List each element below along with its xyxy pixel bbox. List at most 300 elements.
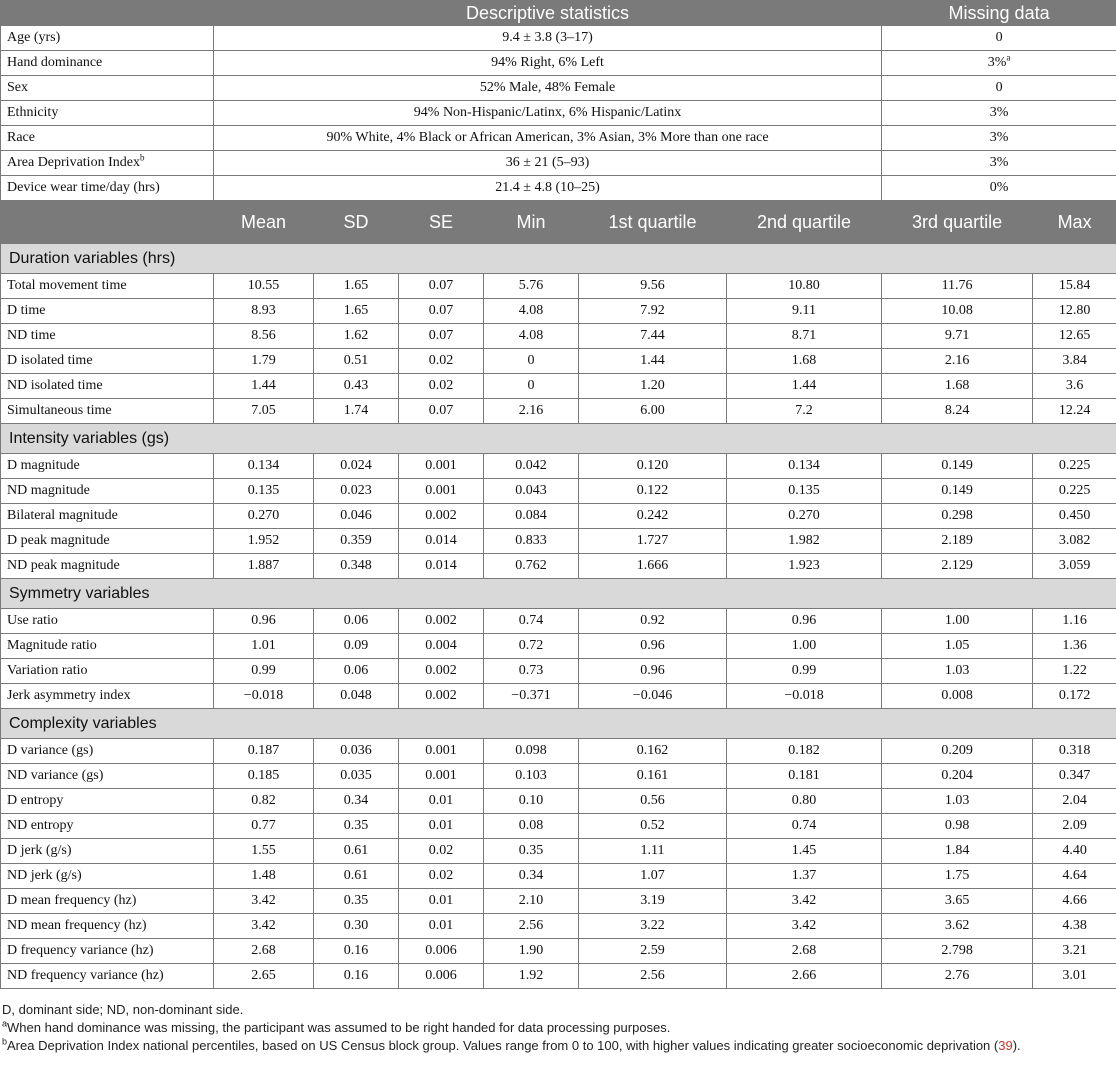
table-cell: 0.209 bbox=[882, 739, 1033, 764]
table-cell: 12.65 bbox=[1033, 324, 1116, 349]
row-label: ND variance (gs) bbox=[1, 764, 214, 789]
demographic-label bbox=[1, 76, 214, 101]
row-label: D time bbox=[1, 299, 214, 324]
demographic-value: 9.4 ± 3.8 (3–17) bbox=[214, 26, 882, 51]
table-cell: 0.135 bbox=[727, 479, 882, 504]
table-cell: 0.07 bbox=[399, 324, 484, 349]
demographic-label-text: Race bbox=[7, 130, 35, 145]
missing-value: 0 bbox=[995, 30, 1003, 45]
table-cell: 3.84 bbox=[1033, 349, 1116, 374]
descriptive-statistics-header: Descriptive statistics bbox=[214, 1, 882, 26]
row-label: Total movement time bbox=[1, 274, 214, 299]
footnote-a-text: When hand dominance was missing, the participant was assumed to be right handed for data processing purposes. bbox=[7, 1020, 671, 1035]
table-cell: −0.018 bbox=[214, 684, 314, 709]
table-cell: 0.01 bbox=[399, 889, 484, 914]
table-cell: 0.51 bbox=[314, 349, 399, 374]
table-cell: 1.727 bbox=[579, 529, 727, 554]
table-cell: 0.34 bbox=[484, 864, 579, 889]
demographic-label bbox=[1, 51, 214, 76]
row-label: D variance (gs) bbox=[1, 739, 214, 764]
demographic-row bbox=[1, 126, 1116, 151]
demographic-missing bbox=[882, 76, 1116, 101]
table-cell: 1.44 bbox=[727, 374, 882, 399]
table-cell: 7.2 bbox=[727, 399, 882, 424]
footnote-b-text: Area Deprivation Index national percentiles, based on US Census block group. Values range from 0 to 100, with higher values indicating greater socioeconomic deprivation ( bbox=[7, 1038, 999, 1053]
table-cell: 10.08 bbox=[882, 299, 1033, 324]
table-cell: 0.225 bbox=[1033, 479, 1116, 504]
column-header bbox=[1, 201, 214, 244]
abbreviation-note: D, dominant side; ND, non-dominant side. bbox=[2, 1002, 244, 1017]
missing-value: 3% bbox=[989, 155, 1009, 170]
table-cell: 2.09 bbox=[1033, 814, 1116, 839]
demographic-value: 36 ± 21 (5–93) bbox=[214, 151, 882, 176]
table-cell: 0.35 bbox=[314, 889, 399, 914]
table-cell: 9.71 bbox=[882, 324, 1033, 349]
demographic-label bbox=[1, 101, 214, 126]
table-row bbox=[1, 274, 1116, 299]
table-cell: 1.20 bbox=[579, 374, 727, 399]
table-cell: 0.008 bbox=[882, 684, 1033, 709]
row-label: ND jerk (g/s) bbox=[1, 864, 214, 889]
table-cell: 8.24 bbox=[882, 399, 1033, 424]
demographic-row bbox=[1, 176, 1116, 201]
row-label: ND magnitude bbox=[1, 479, 214, 504]
table-cell: 12.24 bbox=[1033, 399, 1116, 424]
missing-value: 3% bbox=[989, 130, 1009, 145]
row-label: Variation ratio bbox=[1, 659, 214, 684]
table-cell: 8.71 bbox=[727, 324, 882, 349]
table-cell: 0.006 bbox=[399, 939, 484, 964]
table-cell: 0.10 bbox=[484, 789, 579, 814]
table-cell: 0.35 bbox=[314, 814, 399, 839]
table-row bbox=[1, 839, 1116, 864]
missing-value: 3% bbox=[989, 105, 1009, 120]
table-cell: 0.318 bbox=[1033, 739, 1116, 764]
table-cell: 0.359 bbox=[314, 529, 399, 554]
table-cell: 0.035 bbox=[314, 764, 399, 789]
table-cell: 0.149 bbox=[882, 454, 1033, 479]
table-cell: 1.75 bbox=[882, 864, 1033, 889]
row-label: D mean frequency (hz) bbox=[1, 889, 214, 914]
table-cell: 0.023 bbox=[314, 479, 399, 504]
demographic-missing bbox=[882, 51, 1116, 76]
table-cell: 0.122 bbox=[579, 479, 727, 504]
demographic-label-text: Age (yrs) bbox=[7, 30, 61, 45]
row-label: Use ratio bbox=[1, 609, 214, 634]
table-cell: 11.76 bbox=[882, 274, 1033, 299]
table-cell: 0.084 bbox=[484, 504, 579, 529]
table-cell: 2.76 bbox=[882, 964, 1033, 989]
missing-data-header: Missing data bbox=[882, 1, 1116, 26]
table-cell: 4.38 bbox=[1033, 914, 1116, 939]
table-cell: 0.024 bbox=[314, 454, 399, 479]
table-cell: 15.84 bbox=[1033, 274, 1116, 299]
table-cell: 0.34 bbox=[314, 789, 399, 814]
table-cell: 2.129 bbox=[882, 554, 1033, 579]
table-cell: 0.96 bbox=[727, 609, 882, 634]
table-row bbox=[1, 659, 1116, 684]
table-cell: 12.80 bbox=[1033, 299, 1116, 324]
table-cell: 2.798 bbox=[882, 939, 1033, 964]
table-cell: 9.11 bbox=[727, 299, 882, 324]
top-header-blank bbox=[1, 1, 214, 26]
table-cell: 0.098 bbox=[484, 739, 579, 764]
table-cell: 3.42 bbox=[727, 914, 882, 939]
column-header: 1st quartile bbox=[579, 201, 727, 244]
table-cell: 3.19 bbox=[579, 889, 727, 914]
section-header-row bbox=[1, 579, 1116, 609]
table-cell: 0.08 bbox=[484, 814, 579, 839]
table-cell: 0.07 bbox=[399, 399, 484, 424]
table-cell: 0.06 bbox=[314, 609, 399, 634]
table-cell: 0.61 bbox=[314, 839, 399, 864]
section-title: Symmetry variables bbox=[1, 579, 1116, 609]
table-cell: 0.450 bbox=[1033, 504, 1116, 529]
table-cell: 0.134 bbox=[727, 454, 882, 479]
table-cell: 0.046 bbox=[314, 504, 399, 529]
table-cell: 0.99 bbox=[214, 659, 314, 684]
table-cell: 0.298 bbox=[882, 504, 1033, 529]
table-cell: 1.55 bbox=[214, 839, 314, 864]
table-cell: 0.014 bbox=[399, 554, 484, 579]
footnote-a bbox=[2, 1019, 1116, 1037]
demographic-label-text: Ethnicity bbox=[7, 105, 59, 120]
table-cell: 1.00 bbox=[882, 609, 1033, 634]
demographic-row bbox=[1, 26, 1116, 51]
table-cell: 0.92 bbox=[579, 609, 727, 634]
table-cell: 1.92 bbox=[484, 964, 579, 989]
row-label: Magnitude ratio bbox=[1, 634, 214, 659]
section-title: Complexity variables bbox=[1, 709, 1116, 739]
table-cell: 1.36 bbox=[1033, 634, 1116, 659]
demographic-missing bbox=[882, 151, 1116, 176]
table-cell: −0.046 bbox=[579, 684, 727, 709]
table-cell: 0.762 bbox=[484, 554, 579, 579]
table-cell: 1.05 bbox=[882, 634, 1033, 659]
table-cell: 0.004 bbox=[399, 634, 484, 659]
table-cell: 0.001 bbox=[399, 479, 484, 504]
missing-value: 3% bbox=[987, 55, 1007, 70]
table-cell: 2.59 bbox=[579, 939, 727, 964]
table-cell: 0.02 bbox=[399, 864, 484, 889]
table-cell: 0.048 bbox=[314, 684, 399, 709]
column-header: 2nd quartile bbox=[727, 201, 882, 244]
table-cell: 4.64 bbox=[1033, 864, 1116, 889]
table-cell: 0.036 bbox=[314, 739, 399, 764]
demographic-label-text: Device wear time/day (hrs) bbox=[7, 180, 160, 195]
section-header-row bbox=[1, 424, 1116, 454]
row-label: D peak magnitude bbox=[1, 529, 214, 554]
table-cell: 3.01 bbox=[1033, 964, 1116, 989]
row-label: D entropy bbox=[1, 789, 214, 814]
row-label: ND peak magnitude bbox=[1, 554, 214, 579]
table-body bbox=[1, 1, 1116, 989]
table-cell: 1.03 bbox=[882, 659, 1033, 684]
table-cell: 0.02 bbox=[399, 374, 484, 399]
table-row bbox=[1, 864, 1116, 889]
table-cell: 4.40 bbox=[1033, 839, 1116, 864]
table-cell: 0.74 bbox=[727, 814, 882, 839]
table-cell: 0.73 bbox=[484, 659, 579, 684]
table-cell: 0.270 bbox=[727, 504, 882, 529]
table-cell: 3.6 bbox=[1033, 374, 1116, 399]
table-cell: 0.001 bbox=[399, 764, 484, 789]
table-cell: 7.05 bbox=[214, 399, 314, 424]
table-row bbox=[1, 479, 1116, 504]
table-cell: 1.11 bbox=[579, 839, 727, 864]
table-cell: 0.77 bbox=[214, 814, 314, 839]
table-cell: 0.01 bbox=[399, 914, 484, 939]
section-header-row bbox=[1, 709, 1116, 739]
table-cell: 0.270 bbox=[214, 504, 314, 529]
demographic-label bbox=[1, 26, 214, 51]
table-cell: 0.042 bbox=[484, 454, 579, 479]
table-cell: 0.001 bbox=[399, 739, 484, 764]
table-row bbox=[1, 814, 1116, 839]
citation-link[interactable]: 39 bbox=[998, 1038, 1013, 1053]
table-cell: 1.16 bbox=[1033, 609, 1116, 634]
table-cell: 1.887 bbox=[214, 554, 314, 579]
table-cell: 0.96 bbox=[579, 659, 727, 684]
table-cell: 0.135 bbox=[214, 479, 314, 504]
table-row bbox=[1, 789, 1116, 814]
section-header-row bbox=[1, 244, 1116, 274]
table-cell: 0 bbox=[484, 374, 579, 399]
table-cell: 0.242 bbox=[579, 504, 727, 529]
column-header: 3rd quartile bbox=[882, 201, 1033, 244]
demographic-value: 94% Non-Hispanic/Latinx, 6% Hispanic/Latinx bbox=[214, 101, 882, 126]
table-cell: −0.371 bbox=[484, 684, 579, 709]
table-cell: 1.48 bbox=[214, 864, 314, 889]
footnote-b-end: ). bbox=[1012, 1038, 1021, 1053]
table-cell: −0.018 bbox=[727, 684, 882, 709]
missing-value: 0% bbox=[989, 180, 1009, 195]
table-cell: 0.43 bbox=[314, 374, 399, 399]
table-cell: 3.21 bbox=[1033, 939, 1116, 964]
table-cell: 1.68 bbox=[882, 374, 1033, 399]
section-title: Intensity variables (gs) bbox=[1, 424, 1116, 454]
table-cell: 2.68 bbox=[727, 939, 882, 964]
table-cell: 0.001 bbox=[399, 454, 484, 479]
table-cell: 1.65 bbox=[314, 299, 399, 324]
table-cell: 3.059 bbox=[1033, 554, 1116, 579]
table-cell: 0.002 bbox=[399, 609, 484, 634]
table-cell: 0.348 bbox=[314, 554, 399, 579]
table-row bbox=[1, 374, 1116, 399]
table-cell: 1.65 bbox=[314, 274, 399, 299]
table-cell: 0.120 bbox=[579, 454, 727, 479]
table-cell: 2.56 bbox=[484, 914, 579, 939]
table-cell: 2.65 bbox=[214, 964, 314, 989]
top-header-row bbox=[1, 1, 1116, 26]
table-row bbox=[1, 529, 1116, 554]
table-row bbox=[1, 939, 1116, 964]
column-header: Min bbox=[484, 201, 579, 244]
table-cell: 0.99 bbox=[727, 659, 882, 684]
footnote-marker: b bbox=[139, 152, 145, 163]
table-cell: 0.80 bbox=[727, 789, 882, 814]
table-row bbox=[1, 914, 1116, 939]
demographic-row bbox=[1, 151, 1116, 176]
table-cell: 2.56 bbox=[579, 964, 727, 989]
table-cell: 10.55 bbox=[214, 274, 314, 299]
table-row bbox=[1, 764, 1116, 789]
table-cell: 0.96 bbox=[579, 634, 727, 659]
row-label: D jerk (g/s) bbox=[1, 839, 214, 864]
table-cell: 1.74 bbox=[314, 399, 399, 424]
table-cell: 0.002 bbox=[399, 659, 484, 684]
demographic-label bbox=[1, 126, 214, 151]
table-row bbox=[1, 399, 1116, 424]
table-cell: 7.44 bbox=[579, 324, 727, 349]
footnote-a-marker: a bbox=[2, 1018, 8, 1029]
demographic-row bbox=[1, 101, 1116, 126]
footnote-b bbox=[2, 1037, 1116, 1055]
table-cell: 0.002 bbox=[399, 504, 484, 529]
table-cell: 1.923 bbox=[727, 554, 882, 579]
table-cell: 3.62 bbox=[882, 914, 1033, 939]
table-row bbox=[1, 634, 1116, 659]
table-row bbox=[1, 504, 1116, 529]
table-cell: 0.014 bbox=[399, 529, 484, 554]
table-cell: 0.56 bbox=[579, 789, 727, 814]
demographic-value: 21.4 ± 4.8 (10–25) bbox=[214, 176, 882, 201]
table-cell: 0.043 bbox=[484, 479, 579, 504]
table-row bbox=[1, 889, 1116, 914]
footnote-marker: a bbox=[1006, 52, 1011, 63]
row-label: Bilateral magnitude bbox=[1, 504, 214, 529]
column-header: Max bbox=[1033, 201, 1116, 244]
table-cell: 2.16 bbox=[882, 349, 1033, 374]
table-cell: 0.06 bbox=[314, 659, 399, 684]
row-label: Jerk asymmetry index bbox=[1, 684, 214, 709]
demographic-row bbox=[1, 76, 1116, 101]
table-row bbox=[1, 299, 1116, 324]
table-cell: 0.103 bbox=[484, 764, 579, 789]
row-label: Simultaneous time bbox=[1, 399, 214, 424]
table-cell: 1.44 bbox=[214, 374, 314, 399]
table-row bbox=[1, 454, 1116, 479]
table-cell: 0.182 bbox=[727, 739, 882, 764]
demographic-missing bbox=[882, 126, 1116, 151]
row-label: D frequency variance (hz) bbox=[1, 939, 214, 964]
demographic-missing bbox=[882, 176, 1116, 201]
table-cell: 0.16 bbox=[314, 964, 399, 989]
table-cell: 1.07 bbox=[579, 864, 727, 889]
table-cell: 0.187 bbox=[214, 739, 314, 764]
demographic-label bbox=[1, 176, 214, 201]
table-cell: 3.42 bbox=[727, 889, 882, 914]
table-cell: 1.84 bbox=[882, 839, 1033, 864]
table-cell: 0.225 bbox=[1033, 454, 1116, 479]
table-cell: 0.347 bbox=[1033, 764, 1116, 789]
demographic-value: 52% Male, 48% Female bbox=[214, 76, 882, 101]
row-label: D magnitude bbox=[1, 454, 214, 479]
demographic-row bbox=[1, 51, 1116, 76]
table-cell: 0.09 bbox=[314, 634, 399, 659]
column-header: SD bbox=[314, 201, 399, 244]
table-cell: 10.80 bbox=[727, 274, 882, 299]
table-cell: 0.006 bbox=[399, 964, 484, 989]
table-footnotes bbox=[0, 989, 1116, 1055]
table-cell: 6.00 bbox=[579, 399, 727, 424]
table-row bbox=[1, 964, 1116, 989]
table-row bbox=[1, 609, 1116, 634]
table-cell: 0 bbox=[484, 349, 579, 374]
table-cell: 2.189 bbox=[882, 529, 1033, 554]
table-cell: 9.56 bbox=[579, 274, 727, 299]
table-cell: 0.07 bbox=[399, 274, 484, 299]
row-label: ND frequency variance (hz) bbox=[1, 964, 214, 989]
table-cell: 8.56 bbox=[214, 324, 314, 349]
section-title: Duration variables (hrs) bbox=[1, 244, 1116, 274]
table-cell: 3.42 bbox=[214, 889, 314, 914]
table-cell: 1.03 bbox=[882, 789, 1033, 814]
table-cell: 2.10 bbox=[484, 889, 579, 914]
row-label: ND time bbox=[1, 324, 214, 349]
demographic-missing bbox=[882, 26, 1116, 51]
table-cell: 7.92 bbox=[579, 299, 727, 324]
row-label: ND isolated time bbox=[1, 374, 214, 399]
table-cell: 3.22 bbox=[579, 914, 727, 939]
table-cell: 0.149 bbox=[882, 479, 1033, 504]
table-cell: 1.01 bbox=[214, 634, 314, 659]
table-cell: 0.833 bbox=[484, 529, 579, 554]
demographic-label-text: Hand dominance bbox=[7, 55, 103, 70]
table-cell: 0.181 bbox=[727, 764, 882, 789]
table-cell: 2.68 bbox=[214, 939, 314, 964]
table-cell: 1.62 bbox=[314, 324, 399, 349]
row-label: D isolated time bbox=[1, 349, 214, 374]
table-cell: 0.35 bbox=[484, 839, 579, 864]
table-cell: 0.82 bbox=[214, 789, 314, 814]
table-row bbox=[1, 739, 1116, 764]
demographic-label bbox=[1, 151, 214, 176]
table-cell: 0.16 bbox=[314, 939, 399, 964]
table-cell: 4.08 bbox=[484, 299, 579, 324]
demographic-missing bbox=[882, 101, 1116, 126]
table-cell: 0.96 bbox=[214, 609, 314, 634]
table-cell: 1.45 bbox=[727, 839, 882, 864]
demographic-value: 90% White, 4% Black or African American, 3% Asian, 3% More than one race bbox=[214, 126, 882, 151]
table-cell: 0.30 bbox=[314, 914, 399, 939]
table-cell: 0.74 bbox=[484, 609, 579, 634]
table-cell: 0.161 bbox=[579, 764, 727, 789]
table-cell: 0.172 bbox=[1033, 684, 1116, 709]
row-label: ND entropy bbox=[1, 814, 214, 839]
table-cell: 3.65 bbox=[882, 889, 1033, 914]
footnote-b-marker: b bbox=[2, 1036, 8, 1047]
table-cell: 1.90 bbox=[484, 939, 579, 964]
table-cell: 1.79 bbox=[214, 349, 314, 374]
table-cell: 1.68 bbox=[727, 349, 882, 374]
table-cell: 0.07 bbox=[399, 299, 484, 324]
column-header: SE bbox=[399, 201, 484, 244]
column-header: Mean bbox=[214, 201, 314, 244]
table-cell: 1.00 bbox=[727, 634, 882, 659]
table-cell: 0.204 bbox=[882, 764, 1033, 789]
table-row bbox=[1, 324, 1116, 349]
table-cell: 1.22 bbox=[1033, 659, 1116, 684]
demographic-label-text: Area Deprivation Index bbox=[7, 155, 140, 170]
table-cell: 1.37 bbox=[727, 864, 882, 889]
table-cell: 1.952 bbox=[214, 529, 314, 554]
table-cell: 0.61 bbox=[314, 864, 399, 889]
table-cell: 1.666 bbox=[579, 554, 727, 579]
table-cell: 2.04 bbox=[1033, 789, 1116, 814]
table-cell: 2.66 bbox=[727, 964, 882, 989]
table-cell: 0.02 bbox=[399, 839, 484, 864]
